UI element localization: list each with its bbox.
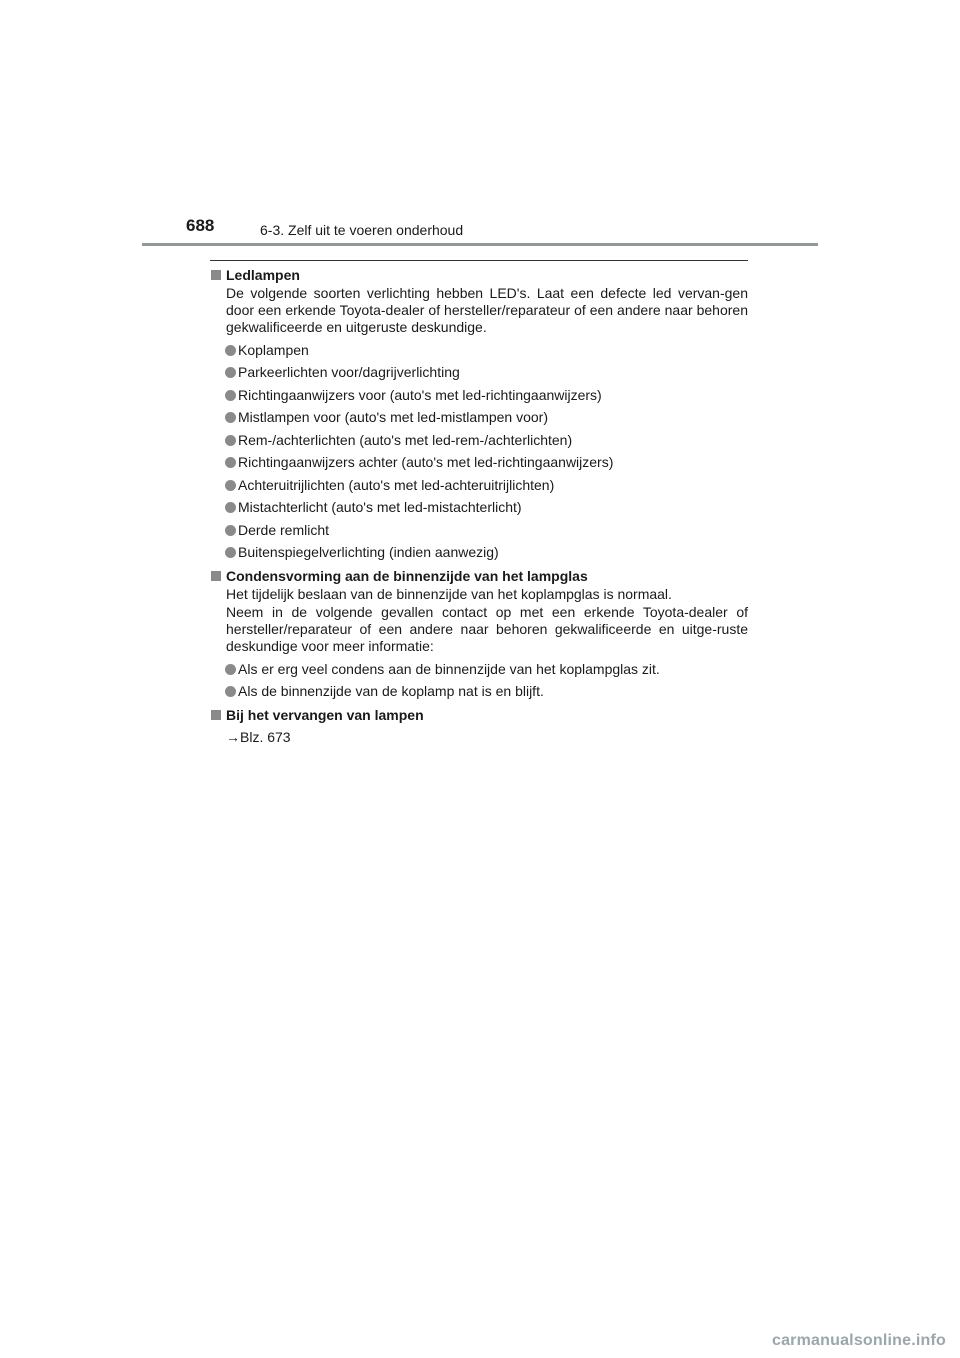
list-item-text: Koplampen [238,341,309,358]
bullet-dot-icon [225,390,236,401]
section-heading-text: Ledlampen [226,267,300,283]
list-item [210,477,748,494]
section-heading [210,267,748,284]
list-item-text: Als er erg veel condens aan de binnenzijde van het koplampglas zit. [238,660,660,677]
paragraph: Neem in de volgende gevallen contact op met een erkende Toyota-dealer of hersteller/reparateur of een andere naar behoren gekwalificeerde en uitge-ruste deskundige voor meer informatie: [226,604,748,654]
section-title: 6-3. Zelf uit te voeren onderhoud [260,222,464,238]
list-item-text: Mistlampen voor (auto's met led-mistlampen voor) [238,409,549,425]
section-heading [210,707,748,724]
bullet-dot-icon [225,502,236,513]
list-item [210,409,748,426]
list-item-text: Richtingaanwijzers achter (auto's met led-richtingaanwijzers) [238,454,614,470]
bullet-dot-icon [225,664,236,675]
bullet-dot-icon [225,525,236,536]
list-item [210,364,748,381]
paragraph: Het tijdelijk beslaan van de binnenzijde van het koplampglas is normaal. [226,586,672,602]
bullet-dot-icon [225,435,236,446]
list-item-text: Parkeerlichten voor/dagrijverlichting [238,364,460,380]
header-rule [142,243,818,246]
bullet-dot-icon [225,367,236,378]
square-bullet-icon [211,571,221,581]
list-item-text: Derde remlicht [238,521,330,538]
list-item [210,683,748,700]
bullet-dot-icon [225,686,236,697]
bullet-dot-icon [225,345,236,356]
list-item-text: Rem-/achterlichten (auto's met led-rem-/achterlichten) [238,431,573,448]
bullet-dot-icon [225,412,236,423]
bullet-dot-icon [225,547,236,558]
right-arrow-icon: → [226,729,240,745]
square-bullet-icon [211,710,221,720]
list-item [210,342,748,359]
section-heading [210,568,748,585]
section-heading-text: Condensvorming aan de binnenzijde van het lampglas [226,568,588,584]
page-reference[interactable] [210,729,748,746]
list-item [210,454,748,471]
list-item [210,661,748,678]
watermark: carmanualsonline.info [771,1332,946,1349]
list-item [210,544,748,561]
content-rule [210,260,748,261]
bullet-dot-icon [225,480,236,491]
list-item [210,432,748,449]
paragraph: De volgende soorten verlichting hebben LED's. Laat een defecte led vervan-gen door een erkende Toyota-dealer of hersteller/reparateur of een andere naar behoren gekwalificeerde en uitgeruste deskundige. [226,285,748,335]
list-item [210,522,748,539]
section-heading-text: Bij het vervangen van lampen [226,707,424,723]
square-bullet-icon [211,270,221,280]
list-item [210,499,748,516]
list-item-text: Mistachterlicht (auto's met led-mistachterlicht) [238,499,522,515]
content-body [210,265,748,746]
list-item-text: Als de binnenzijde van de koplamp nat is en blijft. [238,683,544,699]
list-item-text: Achteruitrijlichten (auto's met led-achteruitrijlichten) [238,476,555,493]
list-item-text: Buitenspiegelverlichting (indien aanwezig) [238,544,499,560]
bullet-dot-icon [225,457,236,468]
list-item-text: Richtingaanwijzers voor (auto's met led-richtingaanwijzers) [238,386,602,403]
list-item [210,387,748,404]
page-number: 688 [186,216,215,235]
page-reference-link[interactable]: Blz. 673 [240,729,291,745]
